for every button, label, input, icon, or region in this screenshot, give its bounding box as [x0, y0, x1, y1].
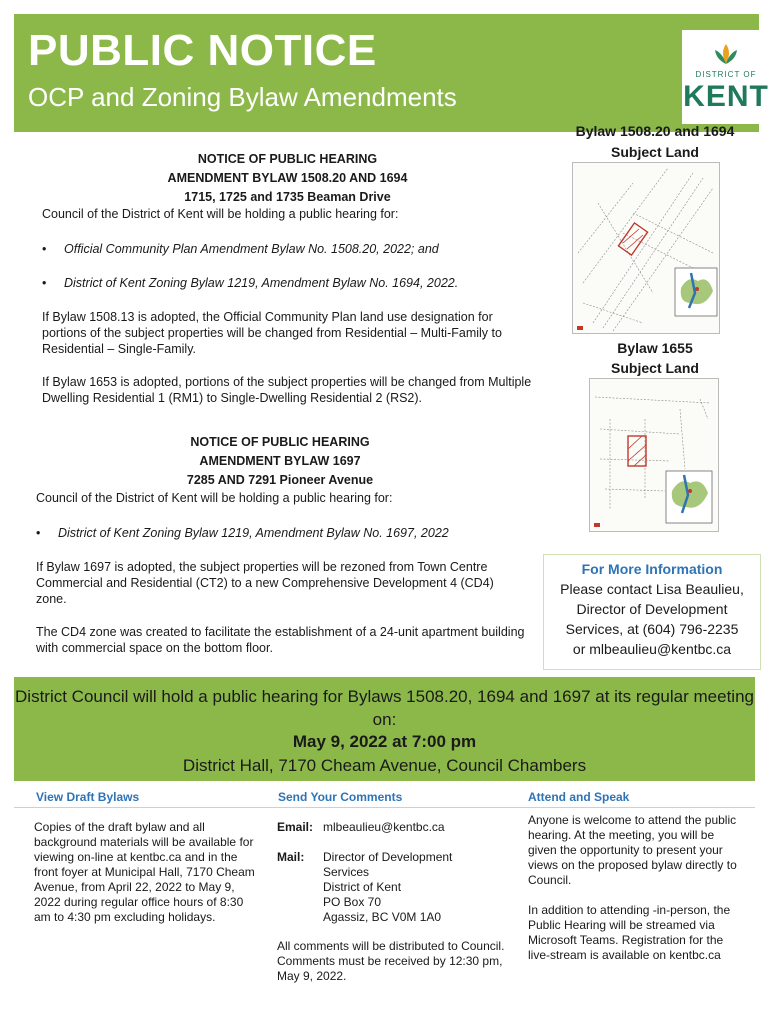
mail-line-1: Director of Development [323, 850, 453, 864]
page-title: PUBLIC NOTICE [28, 26, 377, 75]
hearing1-bullet-1-text: Official Community Plan Amendment Bylaw No. 1508.20, 2022; and [64, 242, 439, 256]
hearing2-bullet-1-text: District of Kent Zoning Bylaw 1219, Amendment Bylaw No. 1697, 2022 [58, 526, 449, 540]
hearing2-address: 7285 AND 7291 Pioneer Avenue [186, 473, 374, 487]
info-line-2: Director of Development [576, 601, 728, 617]
attend-text-1: Anyone is welcome to attend the public hearing. At the meeting, you will be given the opportunity to present your views on the proposed bylaw directly to Council. [528, 813, 737, 887]
hearing1-bullet-2: • District of Kent Zoning Bylaw 1219, Amendment Bylaw No. 1694, 2022. [42, 276, 459, 290]
map2-caption-line1: Bylaw 1655 [617, 340, 693, 356]
hearing1-address: 1715, 1725 and 1735 Beaman Drive [184, 190, 391, 204]
logo-district-of: DISTRICT OF [695, 70, 757, 79]
view-bylaws-text: Copies of the draft bylaw and all background materials will be available for viewing on-line at kentbc.ca and in the front foyer at Municipal Hall, 7170 Cheam Avenue, from April 22, 2022 to May 9, 2022 during regular office hours of 8:30 am to 4:30 pm excluding holidays. [34, 820, 255, 924]
email-label: Email: [277, 820, 314, 834]
email-value[interactable]: mlbeaulieu@kentbc.ca [323, 820, 445, 834]
hearing2-paragraph-2: The CD4 zone was created to facilitate the establishment of a 24-unit apartment building with commercial space on the bottom floor. [36, 625, 525, 655]
mail-line-2: Services [323, 865, 370, 879]
hearing1-paragraph-1: If Bylaw 1508.13 is adopted, the Official Community Plan land use designation for portions of the subject properties will be changed from Residential – Multi-Family to Residential – Single-Family. [42, 310, 502, 356]
mail-line-4: PO Box 70 [323, 895, 382, 909]
info-line-3: Services, at (604) 796-2235 [565, 621, 739, 637]
map1-caption-line1: Bylaw 1508.20 and 1694 [575, 123, 735, 139]
leaf-icon [712, 42, 740, 68]
divider [14, 807, 755, 808]
council-meeting-band [14, 677, 755, 781]
hearing1-intro: Council of the District of Kent will be holding a public hearing for: [42, 207, 399, 221]
hearing2-heading: NOTICE OF PUBLIC HEARING [190, 435, 370, 449]
logo-kent: KENT [683, 80, 769, 113]
attend-speak-heading: Attend and Speak [528, 790, 630, 804]
hearing2-bylaw: AMENDMENT BYLAW 1697 [199, 454, 361, 468]
hearing2-bullet-1: • District of Kent Zoning Bylaw 1219, Amendment Bylaw No. 1697, 2022 [36, 526, 449, 540]
map1-caption-line2: Subject Land [611, 144, 699, 160]
send-comments-heading: Send Your Comments [278, 790, 403, 804]
attend-text-2: In addition to attending -in-person, the Public Hearing will be streamed via Microsoft Teams. Registration for the live-stream is available on kentbc.ca [528, 903, 731, 962]
map2-subject-land [589, 378, 719, 532]
council-meeting-text: District Council will hold a public hearing for Bylaws 1508.20, 1694 and 1697 at its regular meeting on: [15, 687, 754, 729]
info-line-1: Please contact Lisa Beaulieu, [560, 581, 744, 597]
view-bylaws-heading: View Draft Bylaws [36, 790, 140, 804]
council-meeting-date: May 9, 2022 at 7:00 pm [292, 732, 477, 751]
comments-footer: All comments will be distributed to Council. Comments must be received by 12:30 pm, May 9, 2022. [277, 939, 505, 983]
map2-caption-line2: Subject Land [611, 360, 699, 376]
mail-line-5: Agassiz, BC V0M 1A0 [323, 910, 442, 924]
map1-subject-land [572, 162, 720, 334]
hearing1-bullet-1: • Official Community Plan Amendment Bylaw No. 1508.20, 2022; and [42, 242, 439, 256]
map2-drawing [590, 379, 718, 531]
info-line-4[interactable]: or mlbeaulieu@kentbc.ca [572, 641, 732, 657]
hearing2-paragraph-1: If Bylaw 1697 is adopted, the subject properties will be rezoned from Town Centre Commercial and Residential (CT2) to a new Comprehensive Development 4 (CD4) zone. [36, 560, 494, 606]
hearing1-bylaw: AMENDMENT BYLAW 1508.20 AND 1694 [167, 171, 408, 185]
page-subtitle: OCP and Zoning Bylaw Amendments [28, 82, 457, 112]
council-meeting-location: District Hall, 7170 Cheam Avenue, Council Chambers [182, 756, 587, 775]
info-heading: For More Information [581, 561, 723, 577]
map1-drawing [573, 163, 719, 333]
mail-line-3: District of Kent [323, 880, 402, 894]
district-logo [682, 30, 770, 124]
header-banner [14, 14, 769, 132]
mail-label: Mail: [277, 850, 305, 864]
hearing1-bullet-2-text: District of Kent Zoning Bylaw 1219, Amendment Bylaw No. 1694, 2022. [64, 276, 459, 290]
hearing1-heading: NOTICE OF PUBLIC HEARING [197, 152, 378, 166]
hearing1-paragraph-2: If Bylaw 1653 is adopted, portions of the subject properties will be changed from Multiple Dwelling Residential 1 (RM1) to Single-Dwelling Residential 2 (RS2). [42, 375, 532, 405]
more-information-box [543, 554, 761, 670]
hearing2-intro: Council of the District of Kent will be holding a public hearing for: [36, 491, 393, 505]
